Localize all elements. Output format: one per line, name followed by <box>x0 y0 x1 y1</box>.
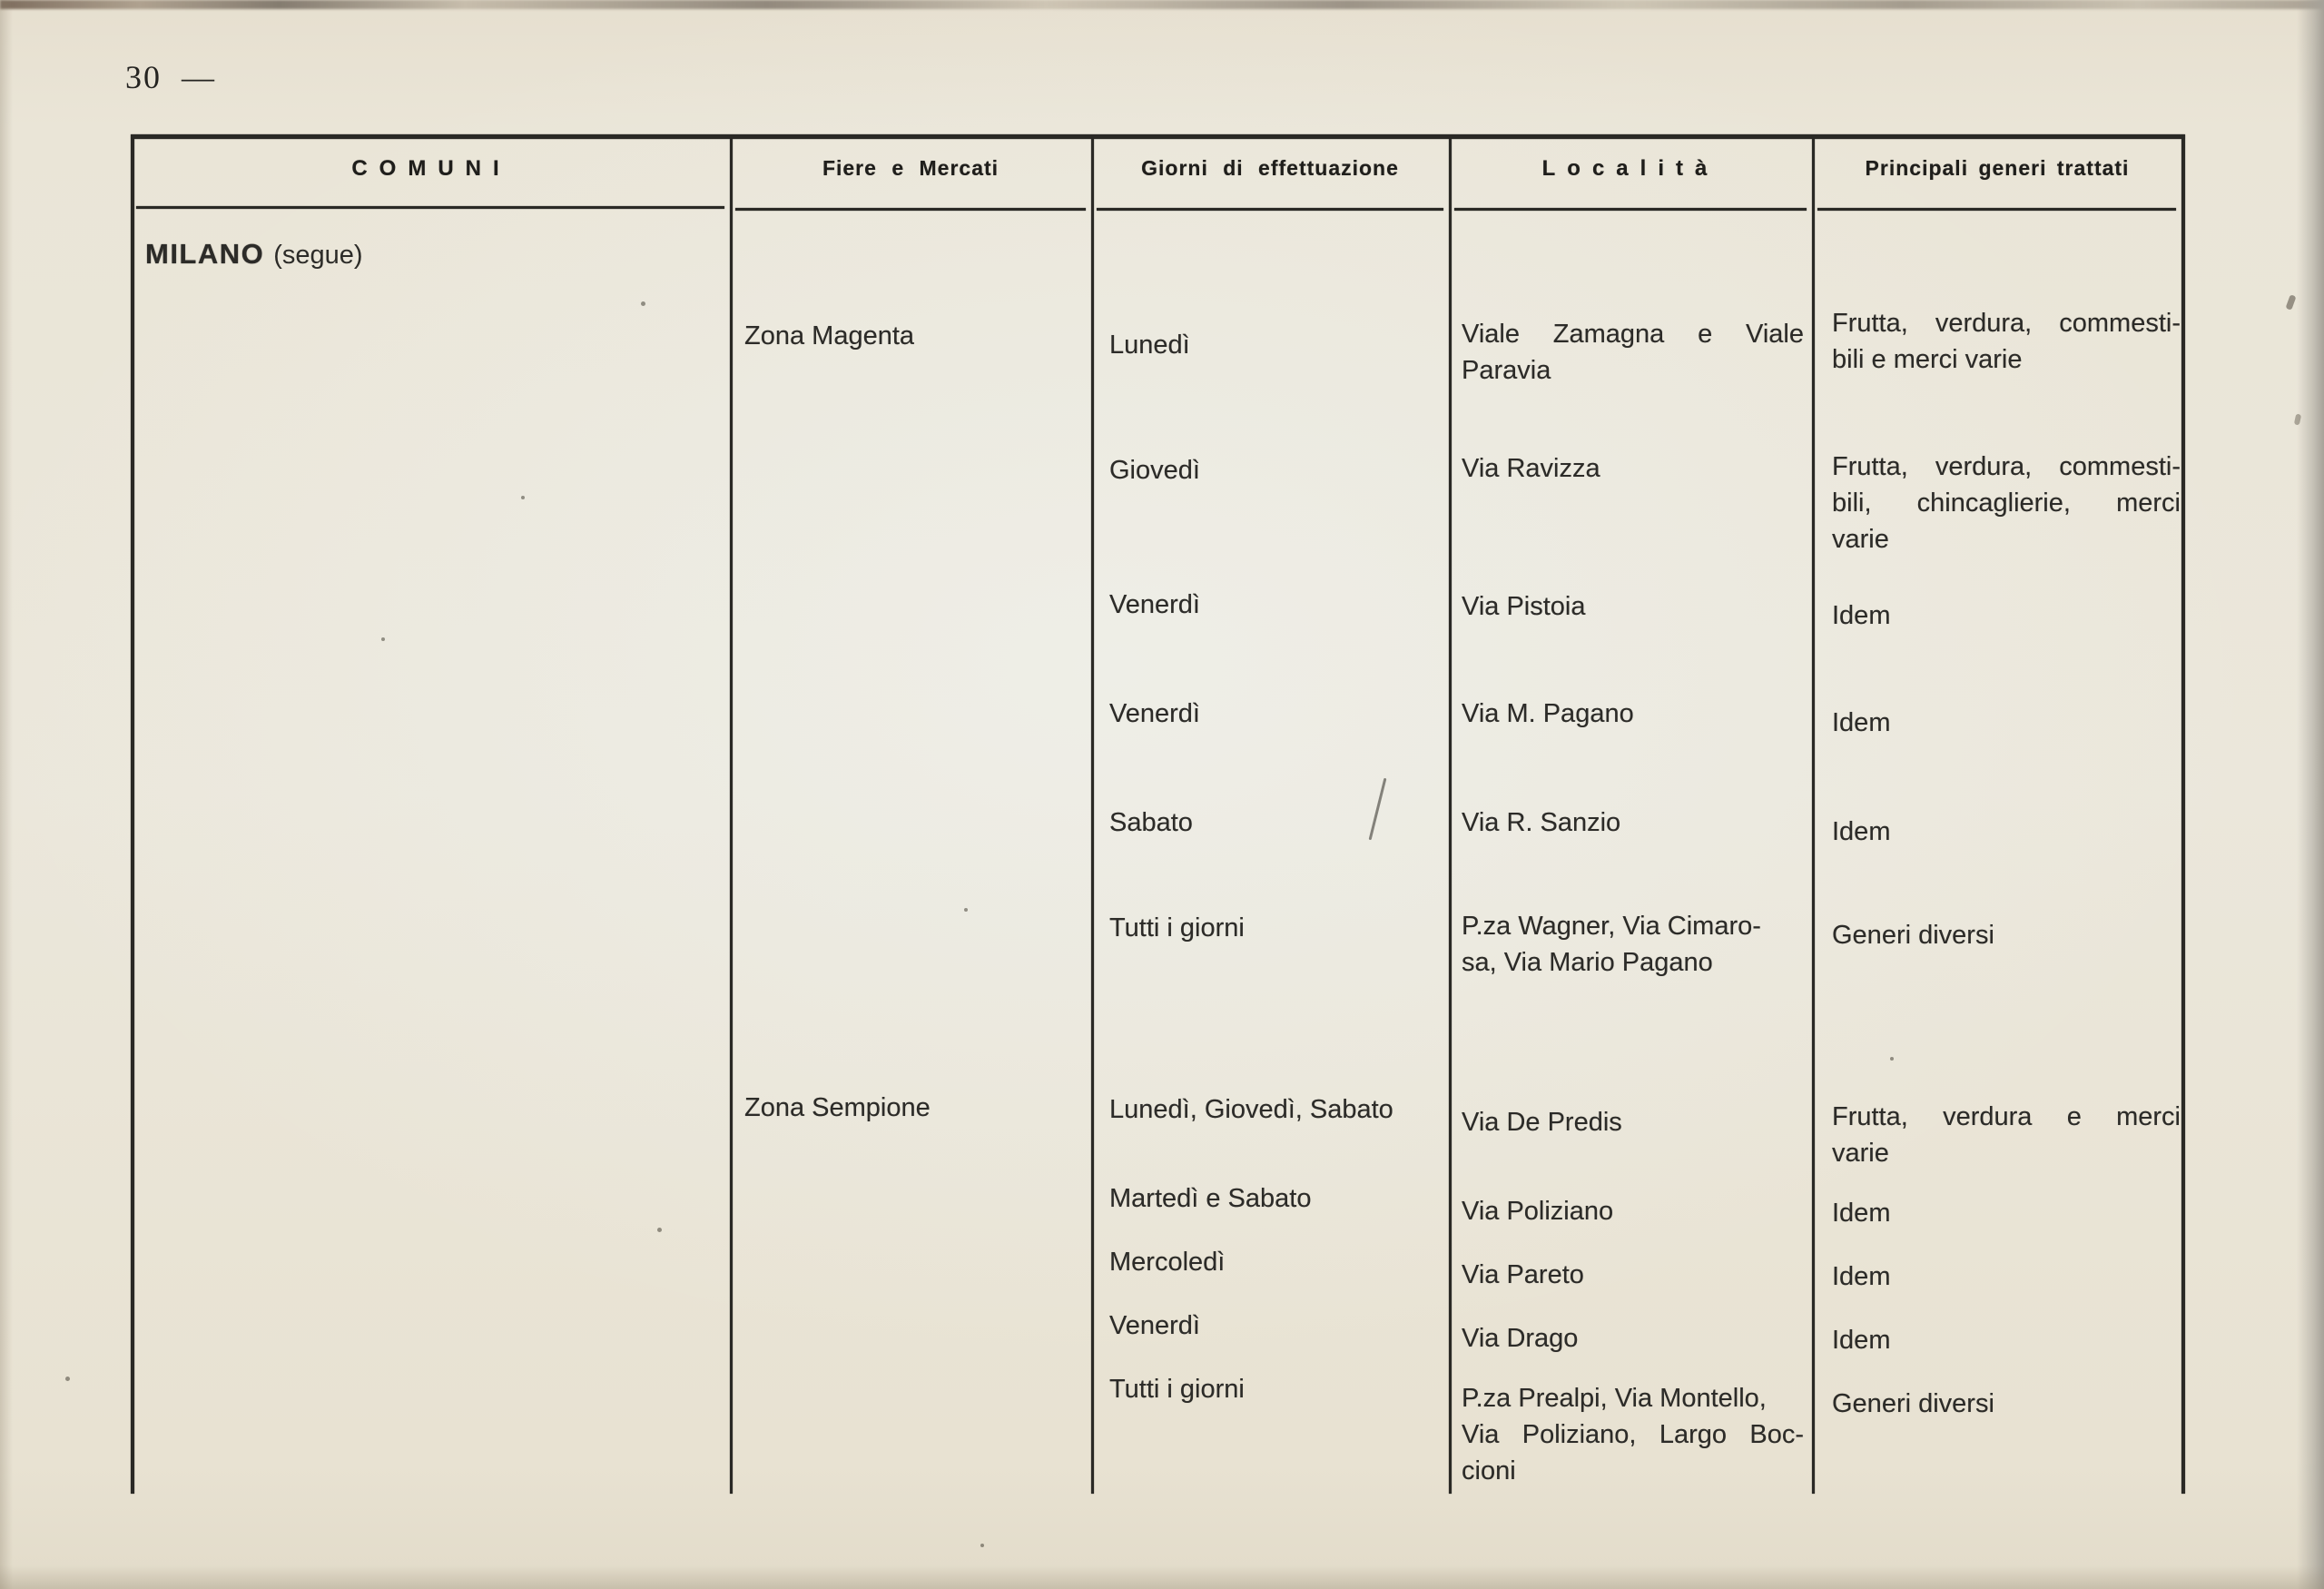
cell-giorni: Venerdì <box>1109 590 1200 619</box>
cell-generi: Idem <box>1832 601 1891 630</box>
cell-localita <box>1462 908 1804 981</box>
column-header-comuni: COMUNI <box>351 156 511 181</box>
text-line: cioni <box>1462 1456 1516 1485</box>
cell-giorni: Lunedì <box>1109 331 1190 360</box>
scan-speck <box>964 908 968 912</box>
cell-giorni: Martedì e Sabato <box>1109 1184 1312 1213</box>
cell-generi: Idem <box>1832 1199 1891 1228</box>
scan-stray-mark <box>2285 294 2296 310</box>
text-line: P.za Prealpi, Via Montello, <box>1462 1384 1767 1413</box>
header-underline-generi <box>1817 208 2176 211</box>
table-rule-col4 <box>1812 139 1815 1494</box>
cell-giorni: Sabato <box>1109 808 1193 837</box>
column-header-generi: Principali generi trattati <box>1865 156 2130 180</box>
header-underline-comuni <box>136 206 724 209</box>
column-header-localita: Località <box>1541 156 1719 181</box>
cell-localita: Via Pareto <box>1462 1260 1584 1289</box>
scan-speck <box>641 301 645 306</box>
page-number <box>125 58 216 96</box>
text-line: Frutta, verdura, commesti- <box>1832 452 2181 481</box>
header-underline-fiere <box>735 208 1086 211</box>
cell-generi: Idem <box>1832 708 1891 737</box>
header-underline-giorni <box>1097 208 1443 211</box>
cell-generi <box>1832 449 2181 558</box>
cell-generi: Generi diversi <box>1832 1389 1994 1418</box>
table-rule-right <box>2181 139 2185 1494</box>
comune-heading <box>145 238 363 271</box>
cell-generi: Idem <box>1832 1326 1891 1355</box>
table-rule-top <box>131 134 2185 139</box>
comune-name: MILANO <box>145 238 265 270</box>
cell-localita: Via R. Sanzio <box>1462 808 1621 837</box>
scan-speck <box>381 637 385 641</box>
cell-localita: Via Poliziano <box>1462 1197 1614 1226</box>
text-line: Via Poliziano, Largo Boc- <box>1462 1420 1804 1449</box>
scan-speck <box>521 496 525 499</box>
scan-speck <box>1890 1057 1894 1061</box>
text-line: varie <box>1832 525 1889 554</box>
table-rule-left <box>131 139 134 1494</box>
cell-localita <box>1462 316 1804 389</box>
comune-note: (segue) <box>273 241 363 270</box>
cell-generi <box>1832 1099 2181 1171</box>
cell-giorni: Mercoledì <box>1109 1248 1226 1277</box>
cell-giorni: Giovedì <box>1109 456 1200 485</box>
scan-edge-shade-left <box>0 0 13 1589</box>
cell-localita <box>1462 1380 1804 1489</box>
scan-speck <box>65 1377 70 1381</box>
cell-fiere-mercati: Zona Magenta <box>744 321 915 350</box>
cell-fiere-mercati: Zona Sempione <box>744 1093 931 1122</box>
cell-localita: Via M. Pagano <box>1462 699 1634 728</box>
cell-giorni: Venerdì <box>1109 699 1200 728</box>
text-line: Frutta, verdura e merci <box>1832 1102 2181 1131</box>
text-line: Paravia <box>1462 356 1551 385</box>
column-header-giorni: Giorni di effettuazione <box>1141 156 1399 180</box>
cell-localita: Via De Predis <box>1462 1108 1622 1137</box>
text-line: varie <box>1832 1139 1889 1168</box>
cell-localita: Via Pistoia <box>1462 592 1586 621</box>
cell-localita: Via Drago <box>1462 1324 1579 1353</box>
cell-generi: Idem <box>1832 1262 1891 1291</box>
scan-edge-shade-bottom <box>0 1565 2324 1589</box>
page-number-dash: — <box>182 59 216 95</box>
cell-generi: Generi diversi <box>1832 921 1994 950</box>
cell-giorni: Venerdì <box>1109 1311 1200 1340</box>
cell-giorni: Lunedì, Giovedì, Sabato <box>1109 1095 1393 1124</box>
cell-generi <box>1832 305 2181 378</box>
text-line: P.za Wagner, Via Cimaro- <box>1462 912 1761 941</box>
text-line: bili e merci varie <box>1832 345 2023 374</box>
scan-speck <box>657 1228 662 1232</box>
cell-localita: Via Ravizza <box>1462 454 1600 483</box>
text-line: Frutta, verdura, commesti- <box>1832 309 2181 338</box>
table-rule-col1 <box>730 139 733 1494</box>
scan-edge-artifact-top <box>0 0 2324 9</box>
scan-speck <box>980 1544 984 1547</box>
text-line: bili, chincaglierie, merci <box>1832 489 2181 518</box>
column-header-fiere: Fiere e Mercati <box>822 156 1000 180</box>
scan-edge-shade-right <box>2297 0 2324 1589</box>
page-number-value: 30 <box>125 59 162 95</box>
header-underline-localita <box>1454 208 1807 211</box>
cell-giorni: Tutti i giorni <box>1109 913 1245 943</box>
text-line: sa, Via Mario Pagano <box>1462 948 1713 977</box>
table-rule-col2 <box>1091 139 1094 1494</box>
cell-generi: Idem <box>1832 817 1891 846</box>
table-rule-col3 <box>1449 139 1452 1494</box>
cell-giorni: Tutti i giorni <box>1109 1375 1245 1404</box>
text-line: Viale Zamagna e Viale <box>1462 320 1804 349</box>
